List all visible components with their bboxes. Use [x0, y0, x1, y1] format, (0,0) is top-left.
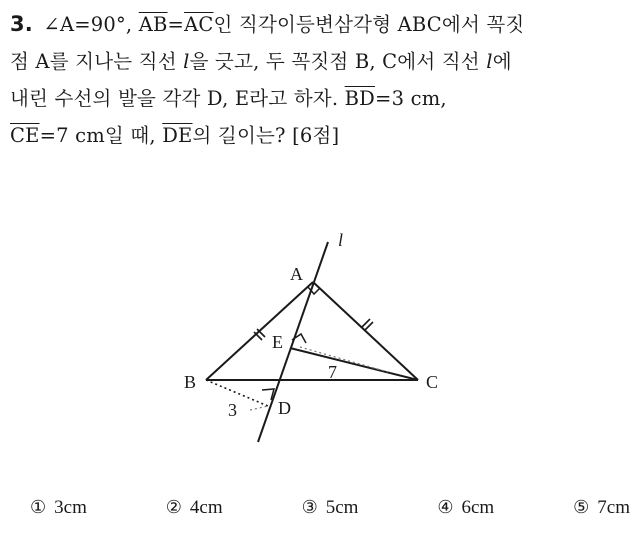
line-l-symbol: l: [183, 50, 190, 73]
choice-text: 6cm: [461, 497, 495, 518]
choice-mark: ③: [301, 497, 318, 517]
line-1-rest: 인 직각이등변삼각형 ABC에서 꼭짓: [213, 13, 525, 36]
answer-choices: [30, 497, 630, 519]
choice-4[interactable]: [437, 497, 494, 519]
line-l-symbol: l: [486, 50, 493, 73]
perpendicular-ce: [290, 348, 418, 380]
perpendicular-bd: [206, 380, 268, 406]
segment-de: $\overline{DE}$: [162, 124, 193, 147]
equals-sign: =: [167, 13, 185, 36]
label-c: C: [426, 372, 439, 392]
label-bd-length: 3: [228, 400, 237, 420]
choice-1[interactable]: [30, 497, 87, 519]
choice-mark: ④: [437, 497, 454, 517]
line-3-pre: 내린 수선의 발을 각각 D, E라고 하자.: [10, 87, 339, 110]
choice-text: 5cm: [325, 497, 359, 518]
segment-ab: $\overline{AB}$: [138, 13, 168, 36]
label-d: D: [278, 398, 291, 418]
line-2-mid: 을 긋고, 두 꼭짓점 B, C에서 직선: [189, 50, 480, 73]
choice-text: 4cm: [189, 497, 223, 518]
angle-condition: ∠A=90°,: [43, 13, 133, 36]
bd-value: =3 cm,: [375, 87, 447, 110]
choice-5[interactable]: [573, 497, 630, 519]
segment-ce: $\overline{CE}$: [10, 124, 40, 147]
problem-number: 3.: [10, 12, 33, 36]
label-ce-length: 7: [328, 362, 337, 382]
line-2-post: 에: [492, 50, 512, 73]
right-angle-mark-d: [262, 389, 274, 400]
choice-mark: ⑤: [573, 497, 590, 517]
choice-text: 7cm: [597, 497, 630, 518]
segment-ac: $\overline{AC}$: [184, 13, 214, 36]
choice-mark: ①: [30, 497, 47, 517]
segment-bd: $\overline{BD}$: [344, 87, 376, 110]
label-a: A: [290, 264, 303, 284]
ce-value: =7 cm일 때,: [39, 124, 156, 147]
question-text: 의 길이는? [6점]: [192, 124, 340, 147]
choice-3[interactable]: [302, 497, 359, 519]
choice-2[interactable]: [166, 497, 223, 519]
label-b: B: [184, 372, 197, 392]
label-e: E: [272, 332, 283, 352]
choice-mark: ②: [165, 497, 182, 517]
dotted-guide: [250, 406, 268, 410]
choice-text: 3cm: [54, 497, 87, 518]
line-2-pre: 점 A를 지나는 직선: [10, 50, 177, 73]
label-l: l: [338, 230, 344, 250]
